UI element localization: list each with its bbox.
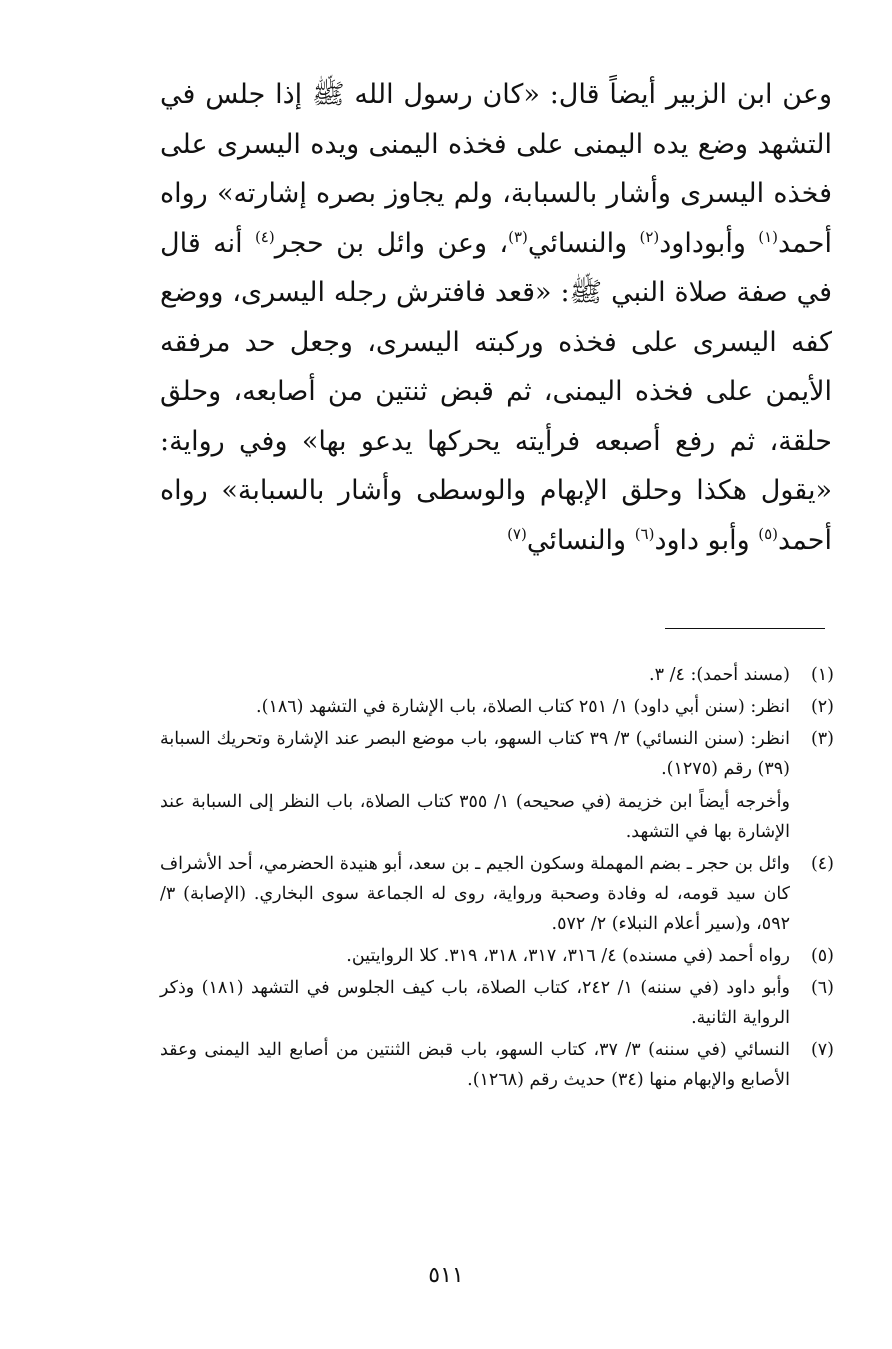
footnote-ref-2[interactable]: (٢) <box>639 227 660 246</box>
footnote-ref-7[interactable]: (٧) <box>507 524 527 543</box>
text-segment: وأبو داود <box>654 524 759 556</box>
footnote-ref-6[interactable]: (٦) <box>634 524 655 543</box>
footnote-item <box>160 724 834 847</box>
text-segment: أنه قال في صفة صلاة النبي ﷺ: «قعد فافترش رجله اليسرى، ووضع كفه اليسرى على فخذه وركبته اليسرى، وجعل حد مرفقه الأيمن على فخذه اليمنى، ثم قبض ثنتين من أصابعه، وحلق حلقة، ثم رفع أصبعه فرأيته يحركها يدعو بها» وفي رواية: «يقول هكذا وحلق الإبهام والوسطى وأشار بالسبابة» رواه أحمد <box>160 227 832 556</box>
footnote-number: (٥) <box>810 946 834 966</box>
footnote-text <box>160 724 790 847</box>
footnote-ref-4[interactable]: (٤) <box>254 227 275 246</box>
footnote-number: (٦) <box>810 978 834 998</box>
footnote-paragraph: رواه أحمد (في مسنده) ٤/ ٣١٦، ٣١٧، ٣١٨، ٣١٩. كلا الروايتين. <box>346 946 790 966</box>
footnote-ref-3[interactable]: (٣) <box>508 227 528 246</box>
footnote-item <box>160 849 834 939</box>
footnote-number: (٣) <box>810 729 834 749</box>
footnote-item <box>160 692 834 722</box>
footnote-text <box>160 973 790 1033</box>
footnote-separator <box>665 628 825 629</box>
text-segment: والنسائي <box>526 524 635 556</box>
text-segment: والنسائي <box>527 227 640 259</box>
footnote-number: (٤) <box>810 854 834 874</box>
footnote-paragraph: وأخرجه أيضاً ابن خزيمة (في صحيحه) ١/ ٣٥٥ كتاب الصلاة، باب النظر إلى السبابة عند الإشارة بها في التشهد. <box>160 792 790 842</box>
footnote-number: (٧) <box>810 1040 834 1060</box>
footnotes-list <box>160 660 834 1097</box>
footnote-item <box>160 660 834 690</box>
footnote-paragraph: (مسند أحمد): ٤/ ٣. <box>649 665 790 685</box>
footnote-text <box>160 692 790 722</box>
text-segment: ، وعن وائل بن حجر <box>274 227 509 259</box>
footnote-text <box>160 941 790 971</box>
footnote-item <box>160 973 834 1033</box>
footnote-number: (١) <box>810 665 834 685</box>
footnote-paragraph: وأبو داود (في سننه) ١/ ٢٤٢، كتاب الصلاة، باب كيف الجلوس في التشهد (١٨١) وذكر الرواية الثانية. <box>160 978 790 1028</box>
footnote-ref-5[interactable]: (٥) <box>758 524 779 543</box>
footnote-text <box>160 849 790 939</box>
main-text <box>160 70 832 565</box>
page-number: ٥١١ <box>428 1263 464 1288</box>
text-segment: وعن ابن الزبير أيضاً قال: «كان رسول الله ﷺ إذا جلس في التشهد وضع يده اليمنى على فخذه اليمنى ويده اليسرى على فخذه اليسرى وأشار بالسبابة، ولم يجاوز بصره إشارته» رواه أحمد <box>160 79 832 259</box>
footnote-item <box>160 941 834 971</box>
footnote-number: (٢) <box>810 697 834 717</box>
footnote-paragraph: انظر: (سنن النسائي) ٣/ ٣٩ كتاب السهو، باب موضع البصر عند الإشارة وتحريك السبابة (٣٩) رقم (١٢٧٥). <box>160 729 791 779</box>
main-paragraph <box>160 70 832 565</box>
footnote-text <box>160 1035 790 1095</box>
footnote-paragraph: النسائي (في سننه) ٣/ ٣٧، كتاب السهو، باب قبض الثنتين من أصابع اليد اليمنى وعقد الأصابع والإبهام منها (٣٤) حديث رقم (١٢٦٨). <box>160 1040 790 1090</box>
footnote-ref-1[interactable]: (١) <box>758 227 778 246</box>
footnote-item <box>160 1035 834 1095</box>
text-segment: وأبوداود <box>659 227 759 259</box>
footnote-paragraph: وائل بن حجر ـ بضم المهملة وسكون الجيم ـ بن سعد، أبو هنيدة الحضرمي، أحد الأشراف كان سيد قومه، له وفادة وصحبة ورواية، روى له الجماعة سوى البخاري. (الإصابة) ٣/ ٥٩٢، و(سير أعلام النبلاء) ٢/ ٥٧٢. <box>160 854 790 934</box>
footnote-text <box>160 660 790 690</box>
footnote-paragraph: انظر: (سنن أبي داود) ١/ ٢٥١ كتاب الصلاة، باب الإشارة في التشهد (١٨٦). <box>256 697 790 717</box>
